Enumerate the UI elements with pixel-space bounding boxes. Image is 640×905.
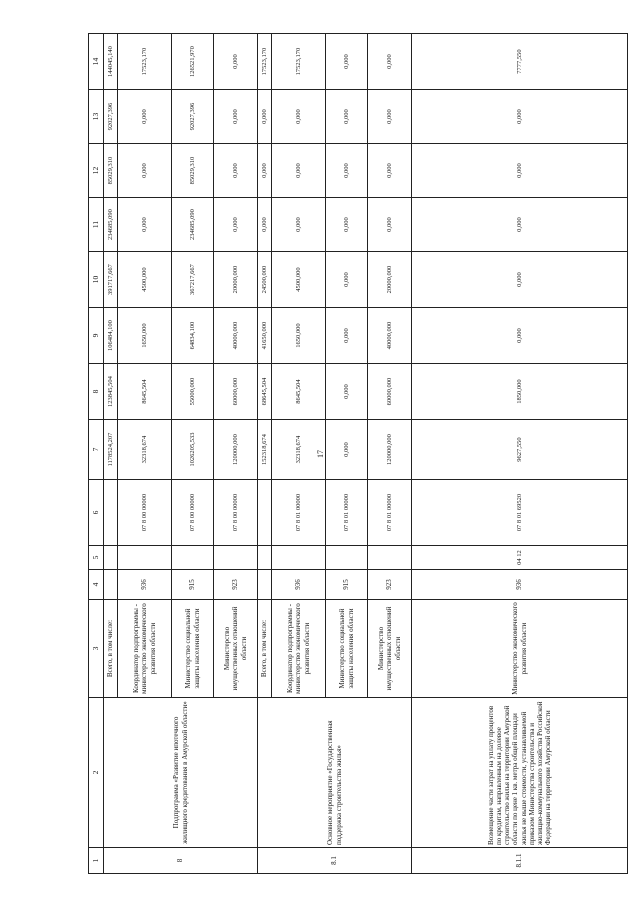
value-cell: 0,000: [412, 90, 628, 144]
value-cell: 60000,000: [214, 364, 258, 420]
value-cell: 9627,550: [412, 420, 628, 480]
csr-cell: 07 8 01 00000: [326, 480, 368, 546]
value-cell: 106484,100: [104, 308, 118, 364]
grbs-cell: [104, 570, 118, 600]
rzpr-cell: [214, 546, 258, 570]
value-cell: 126521,970: [172, 34, 214, 90]
rzpr-cell: [258, 546, 272, 570]
table-row: [258, 34, 272, 874]
value-cell: 0,000: [214, 198, 258, 252]
value-cell: 0,000: [326, 308, 368, 364]
value-cell: 68645,504: [258, 364, 272, 420]
row-number: 8.1.1: [412, 848, 628, 874]
rzpr-cell: [172, 546, 214, 570]
grbs-cell: 936: [118, 570, 172, 600]
col-header: 2: [89, 698, 104, 848]
value-cell: 391717,667: [104, 252, 118, 308]
value-cell: 234685,090: [172, 198, 214, 252]
value-cell: 0,000: [272, 90, 326, 144]
col-header: 11: [89, 198, 104, 252]
value-cell: 0,000: [412, 308, 628, 364]
value-cell: 0,000: [118, 144, 172, 198]
value-cell: 0,000: [326, 364, 368, 420]
table-row: [104, 34, 118, 874]
value-cell: 92027,396: [172, 90, 214, 144]
value-cell: 1026205,533: [172, 420, 214, 480]
value-cell: 20000,000: [368, 252, 412, 308]
value-cell: 0,000: [214, 34, 258, 90]
grbs-cell: 915: [172, 570, 214, 600]
activity-name: Возмещение части затрат на уплату процентов по кредитам, направленным на долевое строительство жилья на территории Амурской области по цене 1 кв. метра общей площади жилья не выше стоимости, устанавливаемой приказом Министерства строительства и жилищно-коммунального хозяйства Российской Федерации на территории Амурской области: [412, 698, 628, 848]
value-cell: 0,000: [214, 144, 258, 198]
executor-cell: Министерство имущественных отношений области: [368, 600, 412, 698]
value-cell: 0,000: [326, 420, 368, 480]
value-cell: 4500,000: [118, 252, 172, 308]
value-cell: 0,000: [368, 34, 412, 90]
rzpr-cell: [368, 546, 412, 570]
executor-cell: Министерство социальной защиты населения области: [326, 600, 368, 698]
column-number-row: [89, 34, 104, 874]
budget-table-sheet: [88, 34, 628, 874]
value-cell: 64834,100: [172, 308, 214, 364]
value-cell: 1850,000: [412, 364, 628, 420]
col-header: 1: [89, 848, 104, 874]
grbs-cell: 936: [272, 570, 326, 600]
csr-cell: 07 8 00 00000: [118, 480, 172, 546]
col-header: 12: [89, 144, 104, 198]
value-cell: 7777,550: [412, 34, 628, 90]
col-header: 13: [89, 90, 104, 144]
value-cell: 8645,504: [118, 364, 172, 420]
value-cell: 0,000: [368, 90, 412, 144]
value-cell: 1650,000: [118, 308, 172, 364]
value-cell: 92027,396: [104, 90, 118, 144]
value-cell: 0,000: [326, 252, 368, 308]
value-cell: 17523,170: [258, 34, 272, 90]
grbs-cell: 915: [326, 570, 368, 600]
csr-cell: 07 8 01 69520: [412, 480, 628, 546]
value-cell: 120000,000: [368, 420, 412, 480]
csr-cell: 07 8 01 00000: [272, 480, 326, 546]
rotated-table-area: [88, 34, 628, 874]
activity-name: Основное мероприятие «Государственная поддержка строительства жилья»: [258, 698, 412, 848]
value-cell: 32318,674: [272, 420, 326, 480]
value-cell: 8645,504: [272, 364, 326, 420]
col-header: 9: [89, 308, 104, 364]
csr-cell: [104, 480, 118, 546]
value-cell: 0,000: [368, 198, 412, 252]
value-cell: 0,000: [326, 144, 368, 198]
value-cell: 40000,000: [368, 308, 412, 364]
csr-cell: [258, 480, 272, 546]
value-cell: 41650,000: [258, 308, 272, 364]
grbs-cell: 923: [214, 570, 258, 600]
col-header: 6: [89, 480, 104, 546]
value-cell: 1178524,207: [104, 420, 118, 480]
executor-cell: Координатор подпрограммы - министерство экономического развития области: [118, 600, 172, 698]
executor-cell: Координатор подпрограммы - министерство экономического развития области: [272, 600, 326, 698]
grbs-cell: 936: [412, 570, 628, 600]
value-cell: 120000,000: [214, 420, 258, 480]
value-cell: 55000,000: [172, 364, 214, 420]
col-header: 8: [89, 364, 104, 420]
value-cell: 40000,000: [214, 308, 258, 364]
executor-cell: Министерство социальной защиты населения области: [172, 600, 214, 698]
col-header: 14: [89, 34, 104, 90]
value-cell: 152318,674: [258, 420, 272, 480]
col-header: 4: [89, 570, 104, 600]
rzpr-cell: [272, 546, 326, 570]
value-cell: 20000,000: [214, 252, 258, 308]
value-cell: 0,000: [368, 144, 412, 198]
budget-table: [88, 33, 628, 874]
table-row: [412, 34, 628, 874]
value-cell: 0,000: [412, 198, 628, 252]
value-cell: 0,000: [412, 144, 628, 198]
value-cell: 1650,000: [272, 308, 326, 364]
col-header: 3: [89, 600, 104, 698]
rzpr-cell: 04 12: [412, 546, 628, 570]
value-cell: 0,000: [118, 90, 172, 144]
page-number: 17: [316, 450, 325, 458]
csr-cell: 07 8 00 00000: [214, 480, 258, 546]
value-cell: 0,000: [326, 198, 368, 252]
value-cell: 60000,000: [368, 364, 412, 420]
value-cell: 0,000: [118, 198, 172, 252]
col-header: 7: [89, 420, 104, 480]
value-cell: 0,000: [326, 90, 368, 144]
value-cell: 0,000: [214, 90, 258, 144]
value-cell: 0,000: [258, 144, 272, 198]
value-cell: 0,000: [326, 34, 368, 90]
value-cell: 234685,090: [104, 198, 118, 252]
value-cell: 85029,310: [172, 144, 214, 198]
row-number: 8.1: [258, 848, 412, 874]
value-cell: 32318,674: [118, 420, 172, 480]
rzpr-cell: [104, 546, 118, 570]
rzpr-cell: [118, 546, 172, 570]
executor-cell: Всего, в том числе:: [104, 600, 118, 698]
csr-cell: 07 8 01 00000: [368, 480, 412, 546]
grbs-cell: [258, 570, 272, 600]
executor-cell: Всего, в том числе:: [258, 600, 272, 698]
value-cell: 0,000: [258, 90, 272, 144]
program-name: Подпрограмма «Развитие ипотечного жилищного кредитования в Амурской области»: [104, 698, 258, 848]
col-header: 5: [89, 546, 104, 570]
value-cell: 0,000: [258, 198, 272, 252]
value-cell: 367217,667: [172, 252, 214, 308]
value-cell: 0,000: [272, 198, 326, 252]
value-cell: 24500,000: [258, 252, 272, 308]
value-cell: 123845,504: [104, 364, 118, 420]
col-header: 10: [89, 252, 104, 308]
value-cell: 85029,310: [104, 144, 118, 198]
rzpr-cell: [326, 546, 368, 570]
value-cell: 17523,170: [272, 34, 326, 90]
grbs-cell: 923: [368, 570, 412, 600]
value-cell: 17523,170: [118, 34, 172, 90]
executor-cell: Министерство экономического развития области: [412, 600, 628, 698]
value-cell: 144045,140: [104, 34, 118, 90]
row-number: 8: [104, 848, 258, 874]
value-cell: 4500,000: [272, 252, 326, 308]
csr-cell: 07 8 00 00000: [172, 480, 214, 546]
value-cell: 0,000: [412, 252, 628, 308]
value-cell: 0,000: [272, 144, 326, 198]
executor-cell: Министерство имущественных отношений области: [214, 600, 258, 698]
